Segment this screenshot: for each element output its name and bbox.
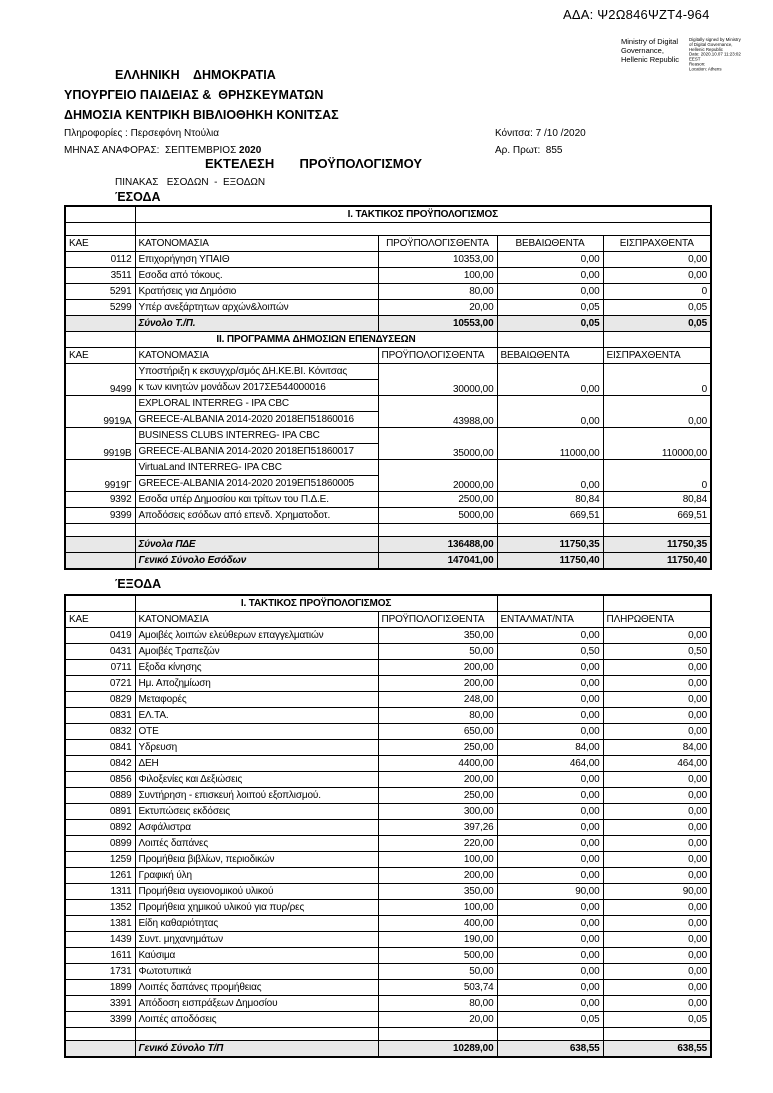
amount-budgeted: 350,00 xyxy=(378,628,497,644)
amount-col4: 0,00 xyxy=(497,772,603,788)
amount-col5: 0,00 xyxy=(603,852,711,868)
kae-code: 1261 xyxy=(65,868,135,884)
amount-col4: 0,00 xyxy=(497,932,603,948)
amount-budgeted: 400,00 xyxy=(378,916,497,932)
account-name-line: Υποστήριξη κ εκσυγχρ/σμός ΔΗ.ΚΕ.ΒΙ. Κόνιτσας xyxy=(136,364,378,380)
amount-budgeted: 20,00 xyxy=(378,1012,497,1028)
account-name: Προμήθεια χημικού υλικού για πυρ/ρες xyxy=(135,900,378,916)
account-name-line: VirtuaLand INTERREG- IPA CBC xyxy=(136,460,378,476)
kae-code: 0721 xyxy=(65,676,135,692)
account-name: Εσοδα από τόκους. xyxy=(135,268,378,284)
empty-cell xyxy=(603,332,711,348)
empty-cell xyxy=(497,332,603,348)
total-col5: 638,55 xyxy=(603,1041,711,1058)
amount-col5: 0,00 xyxy=(603,932,711,948)
kae-code xyxy=(65,553,135,570)
amount-col5: 0,00 xyxy=(603,396,711,428)
total-regular-budget-label: Σύνολο Τ./Π. xyxy=(135,316,378,332)
total-col4: 0,05 xyxy=(497,316,603,332)
amount-col5: 0,00 xyxy=(603,948,711,964)
account-name: Λοιπές δαπάνες xyxy=(135,836,378,852)
amount-col5: 110000,00 xyxy=(603,428,711,460)
account-name: Κρατήσεις για Δημόσιο xyxy=(135,284,378,300)
amount-budgeted: 190,00 xyxy=(378,932,497,948)
kae-code: 1311 xyxy=(65,884,135,900)
empty-cell xyxy=(65,1028,135,1041)
amount-col4: 0,05 xyxy=(497,300,603,316)
empty-cell xyxy=(603,595,711,612)
amount-budgeted: 20,00 xyxy=(378,300,497,316)
amount-col4: 669,51 xyxy=(497,508,603,524)
amount-col5: 0,05 xyxy=(603,1012,711,1028)
total-col4: 638,55 xyxy=(497,1041,603,1058)
amount-col4: 84,00 xyxy=(497,740,603,756)
amount-col5: 0,00 xyxy=(603,660,711,676)
amount-col4: 0,00 xyxy=(497,868,603,884)
org-line-library: ΔΗΜΟΣΙΑ ΚΕΝΤΡΙΚΗ ΒΙΒΛΙΟΘΗΚΗ ΚΟΝΙΤΣΑΣ xyxy=(64,108,339,122)
kae-code: 0899 xyxy=(65,836,135,852)
account-name: Συντ. μηχανημάτων xyxy=(135,932,378,948)
amount-col4: 0,00 xyxy=(497,916,603,932)
amount-budgeted: 220,00 xyxy=(378,836,497,852)
amount-col5: 0,00 xyxy=(603,980,711,996)
section-title-regular-budget: Ι. ΤΑΚΤΙΚΟΣ ΠΡΟΫΠΟΛΟΓΙΣΜΟΣ xyxy=(135,595,497,612)
amount-col4: 0,00 xyxy=(497,268,603,284)
total-pde-label: Σύνολα ΠΔΕ xyxy=(135,537,378,553)
report-month xyxy=(64,145,261,156)
col-header-col4: ΒΕΒΑΙΩΘΕΝΤΑ xyxy=(497,348,603,364)
amount-budgeted: 2500,00 xyxy=(378,492,497,508)
col-header-col5: ΠΛΗΡΩΘΕΝΤΑ xyxy=(603,612,711,628)
amount-col5: 90,00 xyxy=(603,884,711,900)
col-header-kae: ΚΑΕ xyxy=(65,348,135,364)
account-name-line: GREECE-ALBANIA 2014-2020 2019ΕΠ51860005 xyxy=(138,478,354,489)
kae-code: 1259 xyxy=(65,852,135,868)
amount-col5: 0,00 xyxy=(603,772,711,788)
col-header-name: ΚΑΤΟΝΟΜΑΣΙΑ xyxy=(135,348,378,364)
account-name: Λοιπές αποδόσεις xyxy=(135,1012,378,1028)
amount-col4: 0,00 xyxy=(497,948,603,964)
kae-code: 0711 xyxy=(65,660,135,676)
amount-budgeted: 50,00 xyxy=(378,644,497,660)
document-title: ΕΚΤΕΛΕΣΗ ΠΡΟΫΠΟΛΟΓΙΣΜΟΥ xyxy=(205,156,423,171)
org-line-ministry: ΥΠΟΥΡΓΕΙΟ ΠΑΙΔΕΙΑΣ & ΘΡΗΣΚΕΥΜΑΤΩΝ xyxy=(64,88,324,102)
account-name: Υπέρ ανεξάρτητων αρχών&λοιπών xyxy=(135,300,378,316)
amount-col5: 0,00 xyxy=(603,268,711,284)
amount-col4: 0,00 xyxy=(497,996,603,1012)
kae-code: 0832 xyxy=(65,724,135,740)
amount-budgeted: 250,00 xyxy=(378,788,497,804)
amount-col5: 0 xyxy=(603,364,711,396)
amount-col5: 0,00 xyxy=(603,692,711,708)
report-month-label: ΜΗΝΑΣ ΑΝΑΦΟΡΑΣ: ΣΕΠΤΕΜΒΡΙΟΣ xyxy=(64,145,240,156)
account-name-line: EXPLORAL INTERREG - IPA CBC xyxy=(136,396,378,412)
account-name: ΔΕΗ xyxy=(135,756,378,772)
amount-col5: 0,00 xyxy=(603,788,711,804)
amount-col4: 0,00 xyxy=(497,788,603,804)
account-name: Αμοιβές λοιπών ελεύθερων επαγγελματιών xyxy=(135,628,378,644)
kae-code: 0831 xyxy=(65,708,135,724)
account-name: Ασφάλιστρα xyxy=(135,820,378,836)
amount-budgeted: 650,00 xyxy=(378,724,497,740)
amount-col5: 0,05 xyxy=(603,300,711,316)
kae-code: 0891 xyxy=(65,804,135,820)
amount-budgeted: 248,00 xyxy=(378,692,497,708)
kae-code: 9499 xyxy=(65,364,135,396)
col-header-col4: ΕΝΤΑΛΜΑΤ/ΝΤΑ xyxy=(497,612,603,628)
amount-col5: 0,00 xyxy=(603,724,711,740)
account-name: Ημ. Αποζημίωση xyxy=(135,676,378,692)
amount-budgeted: 80,00 xyxy=(378,284,497,300)
kae-code: 3511 xyxy=(65,268,135,284)
kae-code: 0112 xyxy=(65,252,135,268)
amount-col5: 0,00 xyxy=(603,900,711,916)
amount-col5: 0,00 xyxy=(603,868,711,884)
account-name xyxy=(135,460,378,492)
amount-col5: 0,00 xyxy=(603,676,711,692)
kae-code xyxy=(65,537,135,553)
col-header-budgeted: ΠΡΟΫΠΟΛΟΓΙΣΘΕΝΤΑ xyxy=(378,236,497,252)
amount-budgeted: 80,00 xyxy=(378,996,497,1012)
kae-code: 1731 xyxy=(65,964,135,980)
col-header-budgeted: ΠΡΟΫΠΟΛΟΓΙΣΘΕΝΤΑ xyxy=(378,612,497,628)
kae-code: 0829 xyxy=(65,692,135,708)
kae-code: 9919Α xyxy=(65,396,135,428)
account-name-line: BUSINESS CLUBS INTERREG- IPA CBC xyxy=(136,428,378,444)
section-title-regular-budget: Ι. ΤΑΚΤΙΚΟΣ ΠΡΟΫΠΟΛΟΓΙΣΜΟΣ xyxy=(135,206,711,223)
account-name: Εκτυπώσεις εκδόσεις xyxy=(135,804,378,820)
kae-code: 0841 xyxy=(65,740,135,756)
amount-col4: 464,00 xyxy=(497,756,603,772)
kae-code: 5291 xyxy=(65,284,135,300)
amount-col4: 0,00 xyxy=(497,836,603,852)
amount-budgeted: 200,00 xyxy=(378,868,497,884)
amount-col4: 0,00 xyxy=(497,692,603,708)
amount-budgeted: 4400,00 xyxy=(378,756,497,772)
col-header-col5: ΕΙΣΠΡΑΧΘΕΝΤΑ xyxy=(603,348,711,364)
total-budgeted: 136488,00 xyxy=(378,537,497,553)
account-name: Φωτοτυπικά xyxy=(135,964,378,980)
amount-budgeted: 5000,00 xyxy=(378,508,497,524)
amount-budgeted: 30000,00 xyxy=(378,364,497,396)
amount-col5: 0,00 xyxy=(603,708,711,724)
amount-col4: 0,00 xyxy=(497,628,603,644)
col-header-name: ΚΑΤΟΝΟΜΑΣΙΑ xyxy=(135,612,378,628)
kae-code xyxy=(65,1041,135,1058)
amount-budgeted: 20000,00 xyxy=(378,460,497,492)
kae-code: 1899 xyxy=(65,980,135,996)
kae-code: 0892 xyxy=(65,820,135,836)
kae-code: 0419 xyxy=(65,628,135,644)
amount-budgeted: 50,00 xyxy=(378,964,497,980)
income-table-body xyxy=(65,206,711,569)
contact-info: Πληροφορίες : Περσεφόνη Ντούλια xyxy=(64,128,220,139)
account-name: Προμήθεια υγειονομικού υλικού xyxy=(135,884,378,900)
col-header-budgeted: ΠΡΟΫΠΟΛΟΓΙΣΘΕΝΤΑ xyxy=(378,348,497,364)
amount-budgeted: 80,00 xyxy=(378,708,497,724)
account-name: Μεταφορές xyxy=(135,692,378,708)
empty-cell xyxy=(497,524,603,537)
col-header-col5: ΕΙΣΠΡΑΧΘΕΝΤΑ xyxy=(603,236,711,252)
col-header-name: ΚΑΤΟΝΟΜΑΣΙΑ xyxy=(135,236,378,252)
kae-code: 0842 xyxy=(65,756,135,772)
protocol-number: Αρ. Πρωτ: 855 xyxy=(495,145,563,156)
kae-code: 9919Β xyxy=(65,428,135,460)
empty-cell xyxy=(65,223,135,236)
signature-ministry-name: Ministry of Digital Governance, Hellenic Republic xyxy=(621,37,679,64)
empty-cell xyxy=(378,524,497,537)
kae-code: 9392 xyxy=(65,492,135,508)
total-budgeted: 10553,00 xyxy=(378,316,497,332)
amount-col5: 0,00 xyxy=(603,628,711,644)
account-name: ΟΤΕ xyxy=(135,724,378,740)
ada-code: ΑΔΑ: Ψ2Ω846ΨΖΤ4-964 xyxy=(563,7,710,22)
amount-col4: 0,00 xyxy=(497,724,603,740)
total-col5: 0,05 xyxy=(603,316,711,332)
empty-cell xyxy=(65,524,135,537)
empty-cell xyxy=(603,524,711,537)
account-name: Φιλοξενίες και Δεξιώσεις xyxy=(135,772,378,788)
kae-code: 9919Γ xyxy=(65,460,135,492)
amount-budgeted: 10353,00 xyxy=(378,252,497,268)
col-header-kae: ΚΑΕ xyxy=(65,236,135,252)
account-name-line: GREECE-ALBANIA 2014-2020 2018ΕΠ51860017 xyxy=(138,446,354,457)
account-name: Αμοιβές Τραπεζών xyxy=(135,644,378,660)
account-name: Καύσιμα xyxy=(135,948,378,964)
amount-col5: 0,00 xyxy=(603,820,711,836)
amount-col4: 0,00 xyxy=(497,460,603,492)
kae-code: 1352 xyxy=(65,900,135,916)
amount-budgeted: 100,00 xyxy=(378,900,497,916)
kae-code: 0889 xyxy=(65,788,135,804)
document-subtitle: ΠΙΝΑΚΑΣ ΕΣΟΔΩΝ - ΕΞΟΔΩΝ xyxy=(115,177,266,188)
org-line-republic: ΕΛΛΗΝΙΚΗ ΔΗΜΟΚΡΑΤΙΑ xyxy=(115,68,276,82)
digital-signature-stamp xyxy=(621,37,773,83)
amount-budgeted: 200,00 xyxy=(378,772,497,788)
amount-col5: 0,00 xyxy=(603,996,711,1012)
kae-code xyxy=(65,206,135,223)
amount-budgeted: 350,00 xyxy=(378,884,497,900)
account-name xyxy=(135,428,378,460)
account-name: Επιχορήγηση ΥΠΑΙΘ xyxy=(135,252,378,268)
total-budgeted: 147041,00 xyxy=(378,553,497,570)
total-col4: 11750,40 xyxy=(497,553,603,570)
empty-cell xyxy=(603,1028,711,1041)
signature-details: Digitally signed by Ministry of Digital Governance, Hellenic Republic Date: 2020.10.07 11:23:02 EEST Reason: Location: Athens xyxy=(689,37,741,72)
amount-col4: 0,00 xyxy=(497,852,603,868)
kae-code: 5299 xyxy=(65,300,135,316)
account-name xyxy=(135,364,378,396)
kae-code: 0431 xyxy=(65,644,135,660)
amount-col5: 0,00 xyxy=(603,252,711,268)
amount-budgeted: 100,00 xyxy=(378,268,497,284)
kae-code: 9399 xyxy=(65,508,135,524)
amount-col5: 0 xyxy=(603,460,711,492)
amount-col4: 0,00 xyxy=(497,820,603,836)
amount-col4: 0,00 xyxy=(497,676,603,692)
total-col5: 11750,40 xyxy=(603,553,711,570)
account-name: Υδρευση xyxy=(135,740,378,756)
amount-col4: 0,00 xyxy=(497,284,603,300)
account-name: Συντήρηση - επισκευή λοιπού εξοπλισμού. xyxy=(135,788,378,804)
amount-col4: 0,00 xyxy=(497,252,603,268)
report-month-year: 2020 xyxy=(239,145,262,156)
total-col5: 11750,35 xyxy=(603,537,711,553)
expense-heading: ΈΞΟΔΑ xyxy=(115,577,162,591)
amount-budgeted: 500,00 xyxy=(378,948,497,964)
account-name xyxy=(135,396,378,428)
amount-budgeted: 503,74 xyxy=(378,980,497,996)
amount-col5: 0 xyxy=(603,284,711,300)
amount-col4: 0,00 xyxy=(497,900,603,916)
amount-col5: 0,00 xyxy=(603,916,711,932)
amount-budgeted: 300,00 xyxy=(378,804,497,820)
empty-cell xyxy=(135,223,711,236)
amount-col4: 90,00 xyxy=(497,884,603,900)
grand-total-expense-label: Γενικό Σύνολο Τ/Π xyxy=(135,1041,378,1058)
amount-budgeted: 200,00 xyxy=(378,660,497,676)
kae-code: 3391 xyxy=(65,996,135,1012)
amount-col4: 80,84 xyxy=(497,492,603,508)
amount-budgeted: 250,00 xyxy=(378,740,497,756)
empty-cell xyxy=(135,524,378,537)
empty-cell xyxy=(497,595,603,612)
amount-col4: 0,05 xyxy=(497,1012,603,1028)
account-name: Λοιπές δαπάνες προμήθειας xyxy=(135,980,378,996)
empty-cell xyxy=(497,1028,603,1041)
amount-col4: 0,00 xyxy=(497,980,603,996)
account-name-line: κ των κινητών μονάδων 2017ΣΕ544000016 xyxy=(138,382,326,393)
empty-cell xyxy=(135,1028,378,1041)
kae-code xyxy=(65,595,135,612)
amount-budgeted: 100,00 xyxy=(378,852,497,868)
col-header-kae: ΚΑΕ xyxy=(65,612,135,628)
amount-col4: 0,00 xyxy=(497,708,603,724)
expense-table-body xyxy=(65,595,711,1057)
amount-col5: 80,84 xyxy=(603,492,711,508)
place-date: Κόνιτσα: 7 /10 /2020 xyxy=(495,128,586,139)
amount-col4: 11000,00 xyxy=(497,428,603,460)
section-title-public-investments: ΙΙ. ΠΡΟΓΡΑΜΜΑ ΔΗΜΟΣΙΩΝ ΕΠΕΝΔΥΣΕΩΝ xyxy=(135,332,497,348)
amount-col5: 669,51 xyxy=(603,508,711,524)
amount-col4: 0,00 xyxy=(497,964,603,980)
kae-code: 0856 xyxy=(65,772,135,788)
amount-col5: 464,00 xyxy=(603,756,711,772)
amount-budgeted: 43988,00 xyxy=(378,396,497,428)
amount-col5: 0,00 xyxy=(603,964,711,980)
empty-cell xyxy=(378,1028,497,1041)
amount-col4: 0,00 xyxy=(497,364,603,396)
income-table xyxy=(64,205,712,570)
amount-col5: 0,00 xyxy=(603,836,711,852)
total-col4: 11750,35 xyxy=(497,537,603,553)
expense-table xyxy=(64,594,712,1058)
amount-col4: 0,50 xyxy=(497,644,603,660)
col-header-col4: ΒΕΒΑΙΩΘΕΝΤΑ xyxy=(497,236,603,252)
amount-budgeted: 35000,00 xyxy=(378,428,497,460)
income-heading: ΈΣΟΔΑ xyxy=(115,190,161,204)
amount-col4: 0,00 xyxy=(497,804,603,820)
account-name: Αποδόσεις εσόδων από επενδ. Χρηματοδοτ. xyxy=(135,508,378,524)
kae-code: 1381 xyxy=(65,916,135,932)
amount-col4: 0,00 xyxy=(497,660,603,676)
kae-code: 1611 xyxy=(65,948,135,964)
account-name: Προμήθεια βιβλίων, περιοδικών xyxy=(135,852,378,868)
account-name-line: GREECE-ALBANIA 2014-2020 2018ΕΠ51860016 xyxy=(138,414,354,425)
amount-budgeted: 200,00 xyxy=(378,676,497,692)
amount-col5: 84,00 xyxy=(603,740,711,756)
total-budgeted: 10289,00 xyxy=(378,1041,497,1058)
kae-code: 3399 xyxy=(65,1012,135,1028)
amount-budgeted: 397,26 xyxy=(378,820,497,836)
amount-col5: 0,00 xyxy=(603,804,711,820)
account-name: Εσοδα υπέρ Δημοσίου και τρίτων του Π.Δ.Ε. xyxy=(135,492,378,508)
account-name: ΕΛ.ΤΑ. xyxy=(135,708,378,724)
kae-code xyxy=(65,316,135,332)
account-name: Εξοδα κίνησης xyxy=(135,660,378,676)
amount-col4: 0,00 xyxy=(497,396,603,428)
grand-total-income-label: Γενικό Σύνολο Εσόδων xyxy=(135,553,378,570)
kae-code: 1439 xyxy=(65,932,135,948)
amount-col5: 0,50 xyxy=(603,644,711,660)
account-name: Είδη καθαριότητας xyxy=(135,916,378,932)
account-name: Απόδοση εισπράξεων Δημοσίου xyxy=(135,996,378,1012)
kae-code xyxy=(65,332,135,348)
account-name: Γραφική ύλη xyxy=(135,868,378,884)
